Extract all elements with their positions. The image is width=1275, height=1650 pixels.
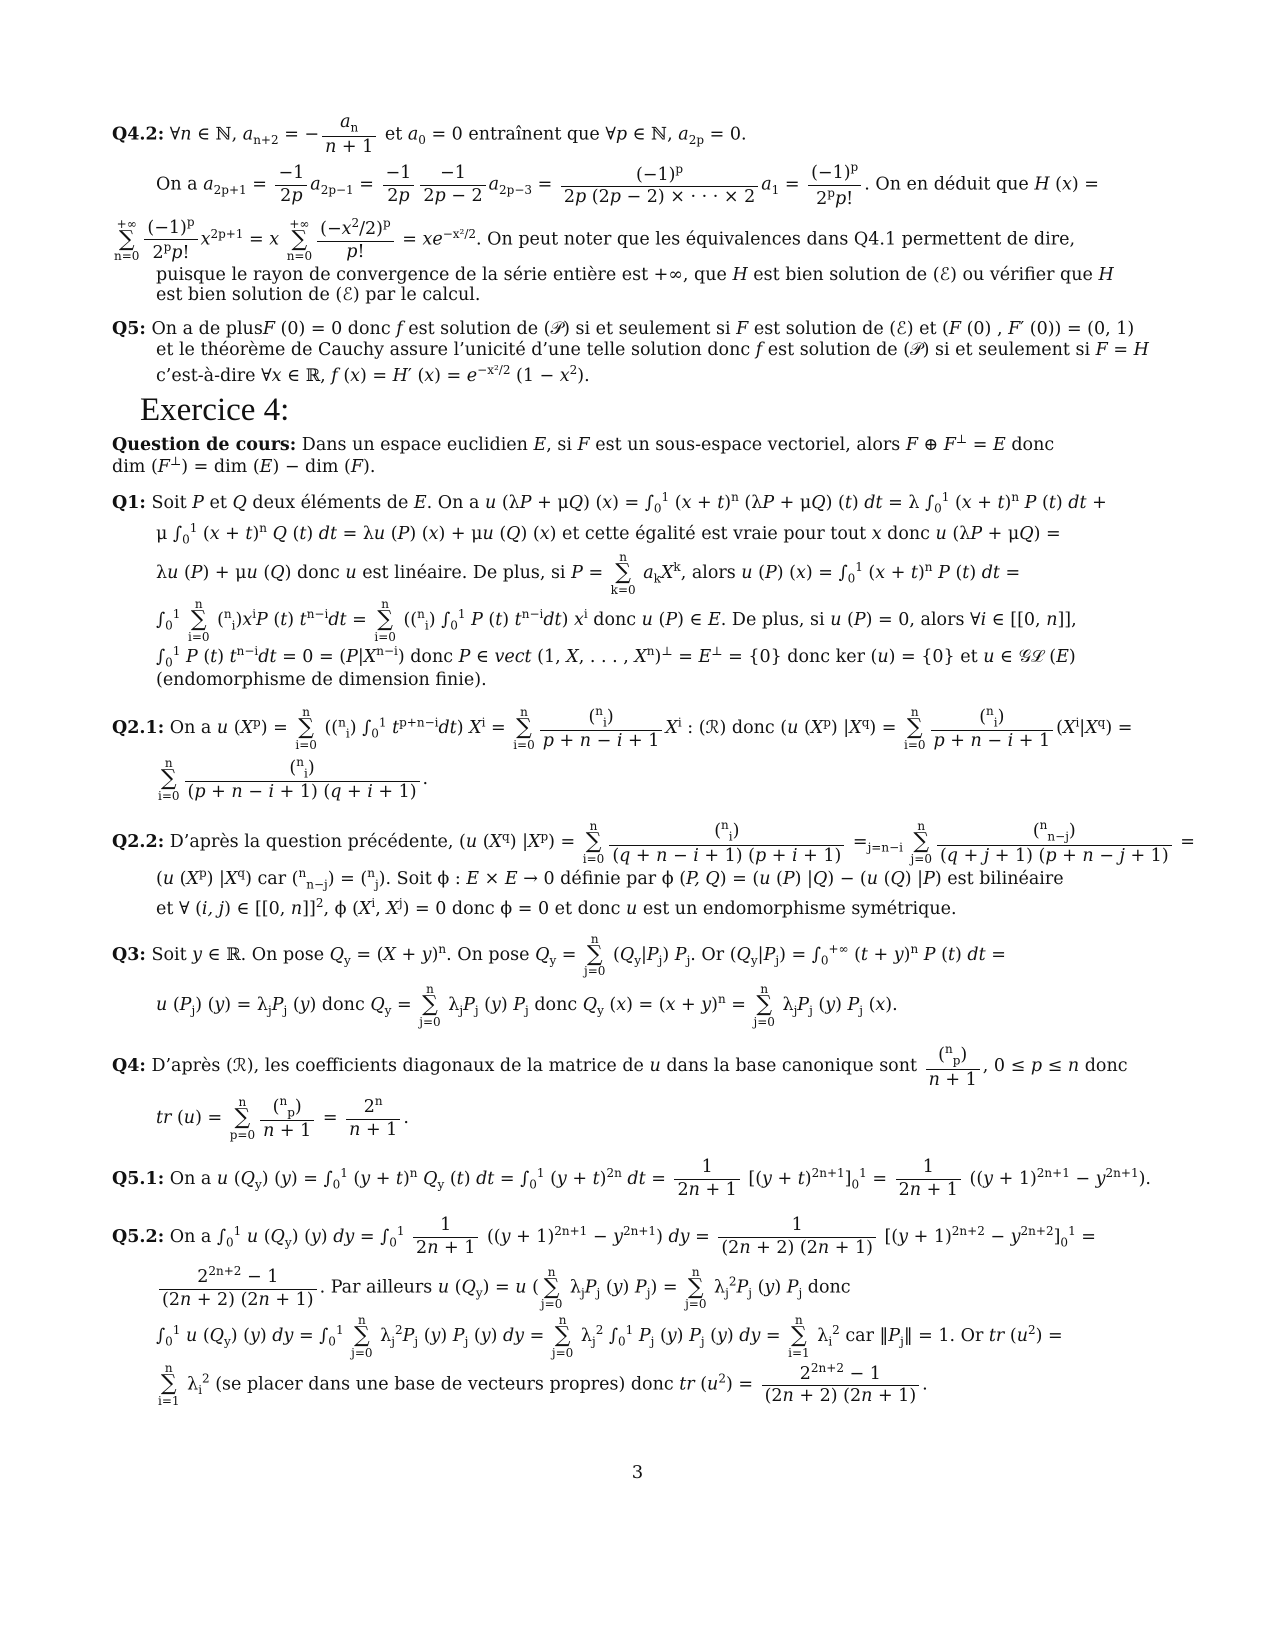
q5-2-line-2: $\frac{2^{2n+2} - 1}{(2n + 2) (2n + 1)}$ . Par ailleurs u $(Q_y) = u$ (n ∑ j=0 $\lambda_jP_j$ (y) $P_j) = n$ ∑ j=0 $\lambda_j^2P_j$ (y) $P_j$ donc <box>112 1264 1162 1312</box>
q5-label: Q5: <box>112 319 146 340</box>
answer-q5 <box>112 319 1162 385</box>
q4-2-line-2: On a $a_{2p+1}$ = $\frac{-1}{2p}$ $a_{2p-1}$ = $\frac{-1}{2p}$ $\frac{-1}{2p - 2}$ $a_{2p-3}$ = $\frac{(-1)^p}{2p (2p - 2) \times \cdot \cdot \cdot \times 2}$ $a_1$ = $\frac{(-1)^p}{2^pp!}$ . On en déduit que H (x) = <box>156 160 1099 209</box>
q1-line-4: $\int_0^1$ n ∑ i=0 $(^n_i)x^iP$ (t) $t^{n-i}dt = n$ ∑ i=0 (($^n_i$) $\int_0^1$ P (t) $t^{n-i}dt$) $x^i$ donc u (P) ∈ E. De plus, si u (P) = 0, alors ∀i ∈ [[0, n]], <box>156 596 1077 644</box>
q3-line-1: Q3: Soit y ∈ ℝ. On pose $Q_y = (X + y)^n$. On pose $Q_y = n$ ∑ j=0 $(Q_y|P_j)$ $P_j$. Or $(Q_y|P_j) = \int_0^{+\infty}$ $(t + y)^n$ P (t) dt = <box>112 931 1006 979</box>
answer-q5-1 <box>112 1157 1162 1202</box>
q1-line-2: μ $\int_0^1$ $(x + t)^n$ Q (t) dt = λu (P) (x) + μu (Q) (x) et cette égalité est vraie pour tout x donc u (λP + μQ) = <box>156 520 1061 546</box>
answer-q1 <box>112 491 1162 690</box>
answer-q4-2 <box>112 112 1162 305</box>
page-number: 3 <box>631 1462 644 1483</box>
q4-2-line-5: est bien solution de (ℰ) par le calcul. <box>156 285 481 306</box>
q4-line-2: tr (u) = n ∑ p=0 $\frac{(^n_p)}{n + 1}$ = $\frac{2^n}{n + 1}$ . <box>156 1093 409 1142</box>
exercise-heading: Exercice 4: <box>140 391 290 428</box>
q5-1-line-1: Q5.1: On a u $(Q_y) (y) = \int_0^1$ $(y + t)^n$ $Q_y$ (t) dt = $\int_0^1$ $(y + t)^{2n}$ dt = $\frac{1}{2n + 1}$ $[(y + t)^{2n+1}]_0^1$ = $\frac{1}{2n + 1}$ $((y + 1)^{2n+1} - y^{2n+1})$. <box>112 1156 1151 1200</box>
q5-line-1: Q5: On a de plusF (0) = 0 donc f est solution de (𝒫) si et seulement si F est solution de (ℰ) et (F (0) , F′ (0)) = (0, 1) <box>112 319 1135 340</box>
q2-1-line-1: Q2.1: On a u $(X^p) = n$ ∑ i=0 (($^n_i$) $\int_0^1$ $t^{p+n-i}dt$) $X^i = n$ ∑ i=0 $\frac{(^n_i)}{p + n - i + 1}$ $X^i$ : (ℛ) donc (u $(X^p) |X^q) = n$ ∑ i=0 $\frac{(^n_i)}{p + n - i + 1}$ $(X^i|X^q)$ = <box>112 703 1133 752</box>
answer-q5-2 <box>112 1215 1162 1408</box>
q4-2-label: Q4.2: <box>112 124 165 145</box>
answer-q4 <box>112 1042 1162 1142</box>
answer-q2-1 <box>112 704 1162 804</box>
q2-1-label: Q2.1: <box>112 717 165 738</box>
q4-2-line-4: puisque le rayon de convergence de la série entière est +∞, que H est bien solution de (ℰ) ou vérifier que H <box>156 265 1114 286</box>
q5-2-line-4: n ∑ i=1 $\lambda_i^2$ (se placer dans une base de vecteurs propres) donc tr $(u^2)$ = $\frac{2^{2n+2} - 1}{(2n + 2) (2n + 1)}$ . <box>158 1360 928 1408</box>
q1-line-3: λu (P) + μu (Q) donc u est linéaire. De plus, si P = n ∑ k=0 $a_kX^k$, alors u (P) $(x) = \int_0^1$ $(x + t)^n$ P (t) dt = <box>156 549 1021 597</box>
answer-cours <box>112 433 1162 477</box>
q4-label: Q4: <box>112 1056 146 1077</box>
q3-line-2: u $(P_j) (y) = \lambda_jP_j$ (y) donc $Q_y = n$ ∑ j=0 $\lambda_jP_j$ (y) $P_j$ donc $Q_y$ $(x) = (x + y)^n = n$ ∑ j=0 $\lambda_jP_j$ (y) $P_j$ (x). <box>156 982 898 1030</box>
q1-label: Q1: <box>112 492 146 513</box>
q1-line-6: (endomorphisme de dimension finie). <box>156 669 487 690</box>
q3-label: Q3: <box>112 944 146 965</box>
cours-line-1: Question de cours: Dans un espace euclidien E, si F est un sous-espace vectoriel, alors F ⊕ F⊥ = E donc <box>112 431 1055 455</box>
q2-1-line-2: n ∑ i=0 $\frac{(^n_i)}{(p + n - i + 1) (q + i + 1)}$ . <box>158 755 429 804</box>
answer-q2-2 <box>112 818 1195 919</box>
q5-2-label: Q5.2: <box>112 1227 165 1248</box>
q2-2-line-3: et ∀ (i, j) ∈ [[0, n]]$^2$, ϕ ($X^i$, $X^j) = 0$ donc ϕ = 0 et donc u est un endomorphisme symétrique. <box>156 895 957 919</box>
q5-line-2: et le théorème de Cauchy assure l’unicité d’une telle solution donc f est solution de (𝒫) si et seulement si F = H <box>156 339 1149 360</box>
q4-line-1: Q4: D’après (ℛ), les coefficients diagonaux de la matrice de u dans la base canonique sont $\frac{(^n_p)}{n + 1}$ , 0 ≤ p ≤ n donc <box>112 1042 1128 1090</box>
q2-2-line-1: Q2.2: D’après la question précédente, (u $(X^q) |X^p) = n$ ∑ i=0 $\frac{(^n_i)}{(q + n - i + 1) (p + i + 1)}$ $=_{j=n-i}$ n ∑ j=0 $\frac{(^n_{n-j})}{(q + j + 1) (p + n - j + 1)}$ = <box>112 818 1195 867</box>
q4-2-line-3: +∞ ∑ n=0 $\frac{(-1)^p}{2^pp!}$ $x^{2p+1} = x$ +∞ ∑ n=0 $\frac{(-x^2/2)^p}{p!}$ = $xe^{-x^2/2}$. On peut noter que les équivalences dans Q4.1 permettent de dire, <box>114 214 1076 264</box>
q1-line-1: Q1: Soit P et Q deux éléments de E. On a u (λP + μQ) $(x) = \int_0^1$ $(x + t)^n$ (λP + μQ) (t) dt = λ $\int_0^1$ $(x + t)^n$ P (t) dt + <box>112 489 1107 515</box>
q5-1-label: Q5.1: <box>112 1168 165 1189</box>
q2-2-line-2: (u $(X^p)$ $|X^q$) car ($^n_{n-j}$) = ($^n_j$). Soit ϕ : E × E → 0 définie par ϕ (P, Q) = (u (P) |Q) − (u (Q) |P) est bilinéaire <box>156 866 1064 892</box>
q5-2-line-3: $\int_0^1$ u $(Q_y)$ (y) dy = $\int_0^1$ n ∑ j=0 $\lambda_j^2P_j$ (y) $P_j$ (y) dy = n ∑ j=0 $\lambda_j^2$ $\int_0^1$ $P_j$ (y) $P_j$ (y) dy = n ∑ i=1 $\lambda_i^2$ car $‖P_j‖ = 1$. Or tr $(u^2)$ = <box>156 1312 1063 1360</box>
q2-2-label: Q2.2: <box>112 832 165 853</box>
answer-q3 <box>112 933 1162 1029</box>
cours-label: Question de cours: <box>112 434 297 455</box>
q4-2-line-1: Q4.2: ∀n ∈ ℕ, $a_{n+2}$ = − $\frac{a_n}{n + 1}$ et $a_0 = 0$ entraînent que ∀p ∈ ℕ, $a_{2p} = 0$. <box>112 112 747 157</box>
document-page <box>112 112 1195 1408</box>
q1-line-5: $\int_0^1$ P (t) $t^{n-i}dt = 0 = (P|X^{n-i})$ donc P ∈ vect (1, X, . . . , $X^n)^\perp = E^\perp = \{0\}$ donc ker (u) = {0} et u ∈ 𝒢ℒ (E) <box>156 643 1076 669</box>
cours-line-2: dim (F⊥) = dim (E) − dim (F). <box>112 453 376 477</box>
q5-2-line-1: Q5.2: On a $\int_0^1$ u $(Q_y)$ (y) dy = $\int_0^1$ $\frac{1}{2n + 1}$ $((y + 1)^{2n+1} - y^{2n+1})$ dy = $\frac{1}{(2n + 2) (2n + 1)}$ $[(y + 1)^{2n+2} - y^{2n+2}]_0^1$ = <box>112 1215 1096 1259</box>
q5-line-3: c’est-à-dire ∀x ∈ ℝ, f (x) = H′ $(x) = e^{-x^2/2}$ $(1 - x^2)$. <box>156 362 590 386</box>
